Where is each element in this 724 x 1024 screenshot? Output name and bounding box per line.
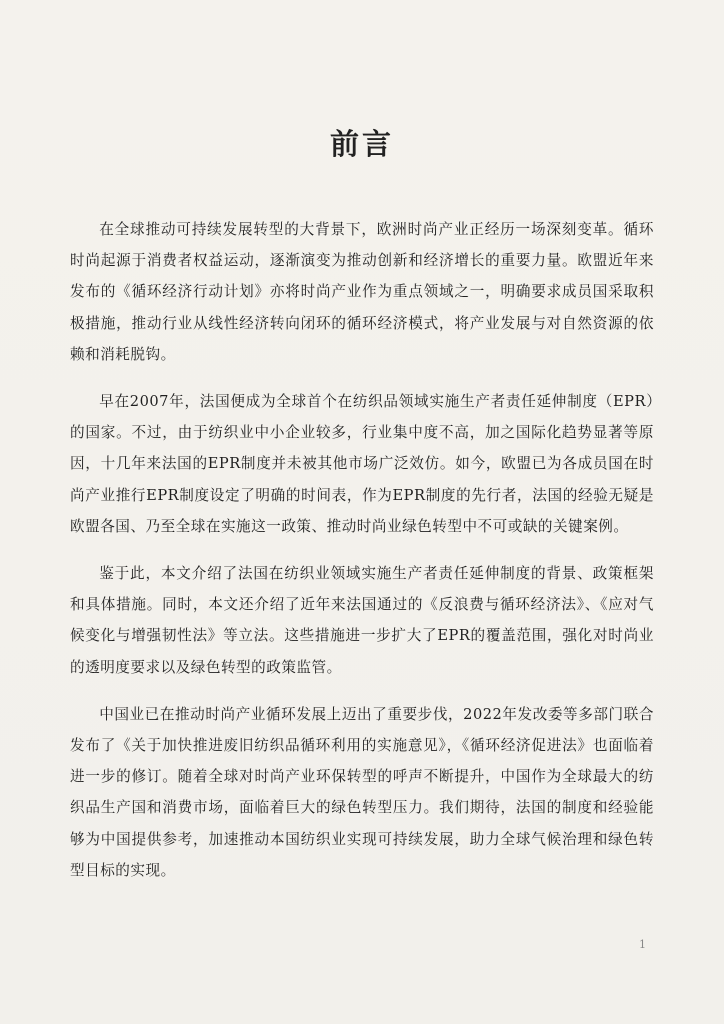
body-text <box>70 214 654 902</box>
paragraph-3: 鉴于此，本文介绍了法国在纺织业领域实施生产者责任延伸制度的背景、政策框架和具体措施。同时，本文还介绍了近年来法国通过的《反浪费与循环经济法》、《应对气候变化与增强韧性法》等立法。这些措施进一步扩大了EPR的覆盖范围，强化对时尚业的透明度要求以及绿色转型的政策监管。 <box>70 565 654 676</box>
paragraph-1: 在全球推动可持续发展转型的大背景下，欧洲时尚产业正经历一场深刻变革。循环时尚起源于消费者权益运动，逐渐演变为推动创新和经济增长的重要力量。欧盟近年来发布的《循环经济行动计划》亦将时尚产业作为重点领域之一，明确要求成员国采取积极措施，推动行业从线性经济转向闭环的循环经济模式，将产业发展与对自然资源的依赖和消耗脱钩。 <box>70 221 654 363</box>
paragraph-4: 中国业已在推动时尚产业循环发展上迈出了重要步伐，2022年发改委等多部门联合发布了《关于加快推进废旧纺织品循环利用的实施意见》，《循环经济促进法》也面临着进一步的修订。随着全球对时尚产业环保转型的呼声不断提升，中国作为全球最大的纺织品生产国和消费市场，面临着巨大的绿色转型压力。我们期待，法国的制度和经验能够为中国提供参考，加速推动本国纺织业实现可持续发展，助力全球气候治理和绿色转型目标的实现。 <box>70 705 654 879</box>
paragraph-2: 早在2007年，法国便成为全球首个在纺织品领域实施生产者责任延伸制度（EPR）的国家。不过，由于纺织业中小企业较多，行业集中度不高，加之国际化趋势显著等原因，十几年来法国的EPR制度并未被其他市场广泛效仿。如今，欧盟已为各成员国在时尚产业推行EPR制度设定了明确的时间表，作为EPR制度的先行者，法国的经验无疑是欧盟各国、乃至全球在实施这一政策、推动时尚业绿色转型中不可或缺的关键案例。 <box>70 393 654 535</box>
page-number: 1 <box>639 938 646 951</box>
page-title: 前言 <box>329 127 394 161</box>
